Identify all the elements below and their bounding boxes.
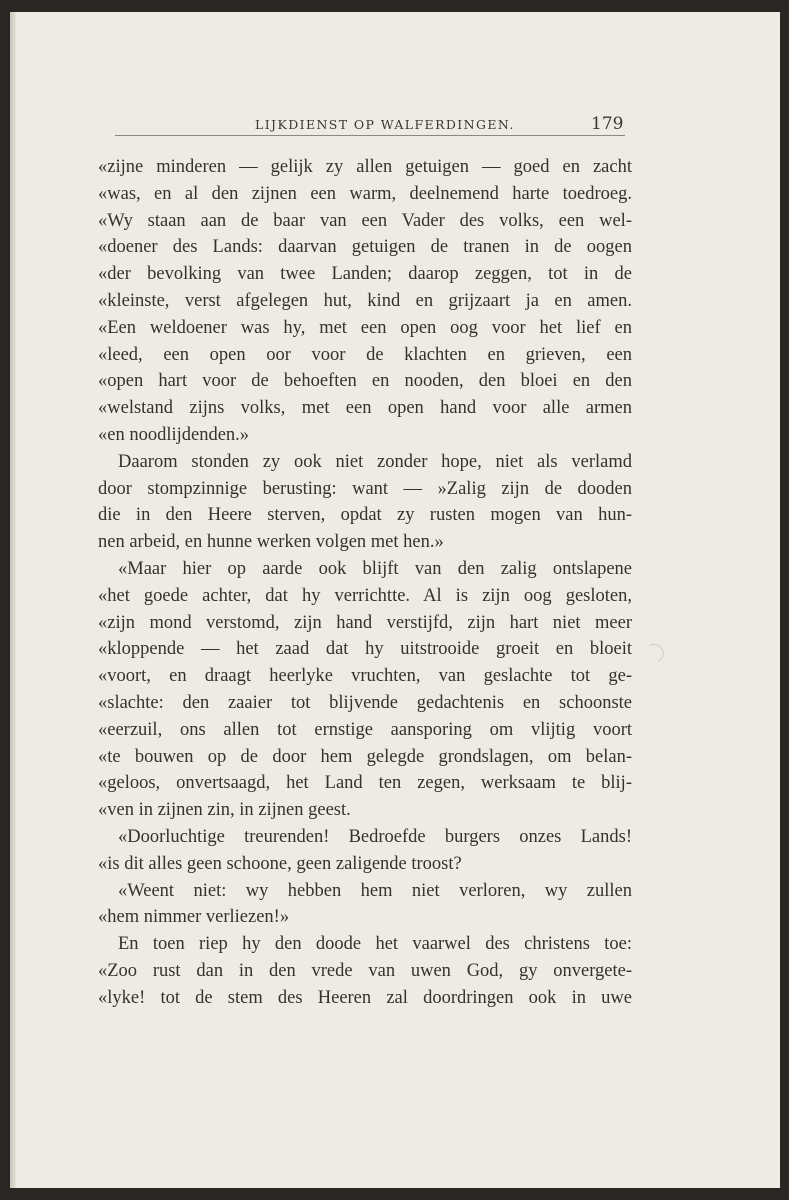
- text-line: «was, en al den zijnen een warm, deelnemend harte toedroeg.: [98, 183, 632, 204]
- text-line: «te bouwen op de door hem gelegde grondslagen, om belan-: [98, 746, 632, 767]
- running-head: [0, 114, 789, 141]
- text-line: «Doorluchtige treurenden! Bedroefde burgers onzes Lands!: [118, 826, 632, 847]
- header-title: LIJKDIENST OP WALFERDINGEN.: [255, 117, 515, 132]
- text-line: «Een weldoener was hy, met een open oog voor het lief en: [98, 317, 632, 338]
- text-line: «voort, en draagt heerlyke vruchten, van geslachte tot ge-: [98, 666, 632, 687]
- page-number: 179: [591, 114, 624, 134]
- text-line: «en noodlijdenden.»: [98, 424, 250, 445]
- text-line: «lyke! tot de stem des Heeren zal doordringen ook in uwe: [98, 987, 632, 1008]
- text-line: «geloos, onvertsaagd, het Land ten zegen, werksaam te blij-: [98, 773, 632, 794]
- text-line: «der bevolking van twee Landen; daarop zeggen, tot in de: [98, 264, 632, 285]
- header-rule: [115, 135, 625, 136]
- text-line: En toen riep hy den doode het vaarwel des christens toe:: [118, 934, 632, 955]
- text-line: nen arbeid, en hunne werken volgen met hen.»: [98, 532, 444, 553]
- text-line: «hem nimmer verliezen!»: [98, 907, 290, 928]
- text-line: «Weent niet: wy hebben hem niet verloren, wy zullen: [118, 880, 632, 901]
- text-line: «Maar hier op aarde ook blijft van den zalig ontslapene: [118, 558, 632, 579]
- text-line: door stompzinnige berusting: want — »Zalig zijn de dooden: [98, 478, 632, 499]
- text-line: «slachte: den zaaier tot blijvende gedachtenis en schoonste: [98, 692, 632, 713]
- text-line: «is dit alles geen schoone, geen zaligende troost?: [98, 853, 462, 874]
- body-text: [98, 154, 632, 1012]
- text-line: «welstand zijns volks, met een open hand voor alle armen: [98, 398, 632, 419]
- text-line: «zijn mond verstomd, zijn hand verstijfd, zijn hart niet meer: [98, 612, 632, 633]
- text-line: «ven in zijnen zin, in zijnen geest.: [98, 800, 351, 821]
- text-line: die in den Heere sterven, opdat zy rusten mogen van hun-: [98, 505, 632, 526]
- text-line: «leed, een open oor voor de klachten en grieven, een: [98, 344, 632, 365]
- text-line: «open hart voor de behoeften en nooden, den bloei en den: [98, 371, 632, 392]
- text-line: «kloppende — het zaad dat hy uitstrooide groeit en bloeit: [98, 639, 632, 660]
- text-line: Daarom stonden zy ook niet zonder hope, niet als verlamd: [118, 451, 632, 472]
- text-line: «eerzuil, ons allen tot ernstige aansporing om vlijtig voort: [98, 719, 632, 740]
- text-line: «Zoo rust dan in den vrede van uwen God, gy onvergete-: [98, 960, 632, 981]
- text-line: «Wy staan aan de baar van een Vader des volks, een wel-: [98, 210, 632, 231]
- text-line: «kleinste, verst afgelegen hut, kind en grijzaart ja en amen.: [98, 290, 632, 311]
- text-line: «zijne minderen — gelijk zy allen getuigen — goed en zacht: [98, 157, 632, 177]
- text-line: «doener des Lands: daarvan getuigen de tranen in de oogen: [98, 237, 632, 258]
- text-line: «het goede achter, dat hy verrichtte. Al is zijn oog gesloten,: [98, 585, 632, 606]
- page-edge: [10, 12, 16, 1188]
